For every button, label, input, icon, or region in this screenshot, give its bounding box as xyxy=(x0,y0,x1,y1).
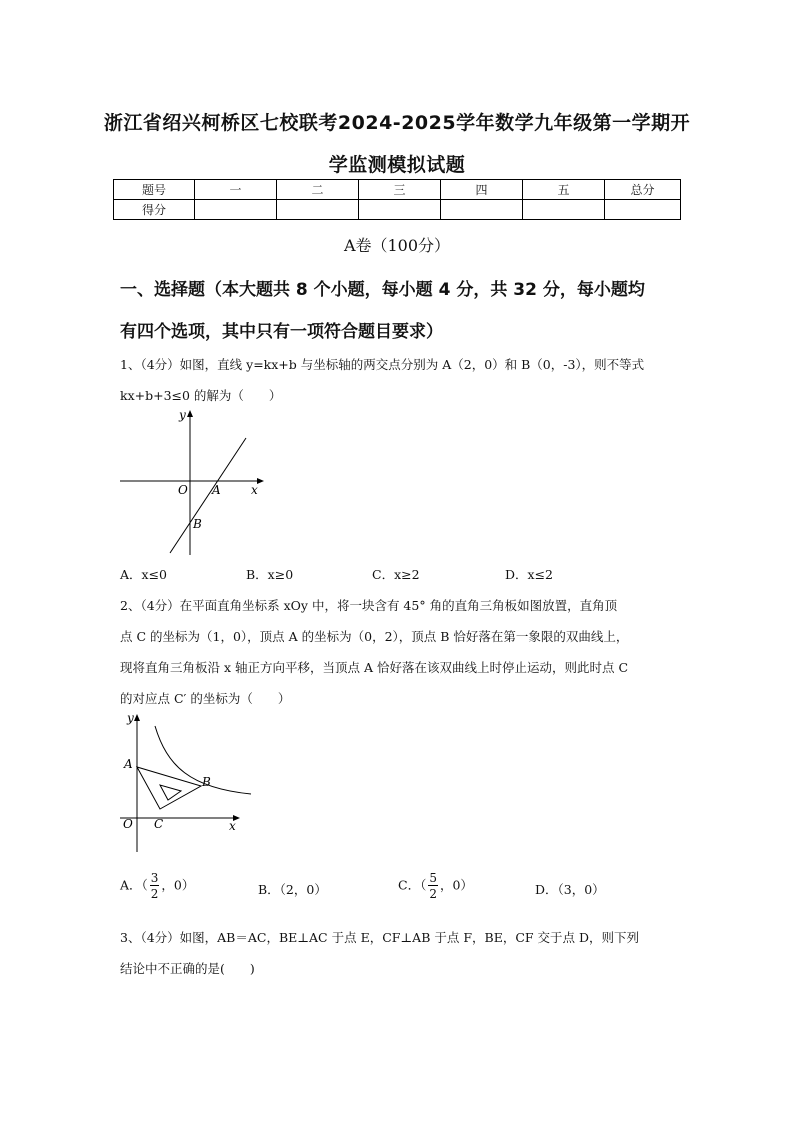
q1-point-a-label: A xyxy=(212,483,221,497)
q1-y-label: y xyxy=(179,408,186,422)
score-header-cell: 二 xyxy=(277,180,359,200)
q2-text-line3: 现将直角三角板沿 x 轴正方向平移，当顶点 A 恰好落在该双曲线上时停止运动，则此时点 C xyxy=(120,660,629,675)
score-table-header-row xyxy=(114,180,681,200)
q2-option-a-suffix: ，0） xyxy=(161,877,195,893)
score-header-cell: 三 xyxy=(359,180,441,200)
q2-option-b[interactable]: B．（2，0） xyxy=(258,882,327,897)
q1-option-c[interactable]: C．x≥2 xyxy=(372,567,420,582)
q2-figure xyxy=(115,706,265,856)
q3-text-line1: 3、（4分）如图，AB＝AC，BE⊥AC 于点 E，CF⊥AB 于点 F，BE，CF 交于点 D，则下列 xyxy=(120,930,640,945)
q2-text-line1: 2、（4分）在平面直角坐标系 xOy 中，将一块含有 45° 角的直角三角板如图放置，直角顶 xyxy=(120,598,618,613)
score-cell[interactable] xyxy=(277,200,359,220)
q1-y-arrow xyxy=(187,410,193,417)
q1-option-d[interactable]: D．x≤2 xyxy=(505,567,553,582)
score-header-cell: 题号 xyxy=(114,180,195,200)
q2-x-label: x xyxy=(229,819,236,833)
volume-heading: A卷（100分） xyxy=(343,236,451,255)
q2-point-a-label: A xyxy=(124,757,133,771)
q2-option-c-prefix: C．（ xyxy=(398,877,427,893)
q2-option-a[interactable] xyxy=(120,872,194,900)
q2-origin-label: O xyxy=(123,817,133,831)
score-row-label: 得分 xyxy=(114,200,195,220)
q2-option-c-fraction xyxy=(428,872,438,900)
score-cell[interactable] xyxy=(441,200,523,220)
q3-text-line2: 结论中不正确的是( ) xyxy=(120,961,255,976)
score-table-score-row xyxy=(114,200,681,220)
score-cell[interactable] xyxy=(523,200,605,220)
q1-option-a[interactable]: A．x≤0 xyxy=(120,567,168,582)
section-heading-line1: 一、选择题（本大题共 8 个小题，每小题 4 分，共 32 分，每小题均 xyxy=(120,280,645,300)
exam-title-line2: 学监测模拟试题 xyxy=(328,154,466,176)
score-table xyxy=(113,179,681,220)
q2-option-c-numerator: 5 xyxy=(429,871,437,885)
score-header-cell: 总分 xyxy=(605,180,681,200)
score-header-cell: 五 xyxy=(523,180,605,200)
score-cell[interactable] xyxy=(195,200,277,220)
q2-triangle-inner xyxy=(160,785,181,800)
q2-option-d[interactable]: D．（3，0） xyxy=(535,882,605,897)
score-header-cell: 四 xyxy=(441,180,523,200)
q2-option-c[interactable] xyxy=(398,872,473,900)
q2-y-label: y xyxy=(127,711,134,725)
q1-text-line2: kx+b+3≤0 的解为（ ） xyxy=(120,388,282,403)
q2-text-line2: 点 C 的坐标为（1，0），顶点 A 的坐标为（0，2），顶点 B 恰好落在第一象限的双曲线上， xyxy=(120,629,629,644)
section-heading-line2: 有四个选项，其中只有一项符合题目要求） xyxy=(120,322,443,342)
q2-point-c-label: C xyxy=(154,817,164,831)
q2-option-c-denominator: 2 xyxy=(429,887,437,901)
q2-option-a-numerator: 3 xyxy=(150,871,159,885)
q1-option-b[interactable]: B．x≥0 xyxy=(246,567,294,582)
q2-point-b-label: B xyxy=(202,775,211,789)
q2-option-a-denominator: 2 xyxy=(150,887,159,901)
q1-point-b-label: B xyxy=(193,517,202,531)
q2-text-line4: 的对应点 C′ 的坐标为（ ） xyxy=(120,691,291,706)
q1-figure xyxy=(115,405,275,560)
q2-option-a-prefix: A．（ xyxy=(120,877,148,893)
q2-option-c-suffix: ，0） xyxy=(439,877,473,893)
score-header-cell: 一 xyxy=(195,180,277,200)
score-cell[interactable] xyxy=(605,200,681,220)
q1-x-label: x xyxy=(251,483,258,497)
q1-origin-label: O xyxy=(178,483,188,497)
q1-text-line1: 1、（4分）如图，直线 y=kx+b 与坐标轴的两交点分别为 A（2，0）和 B（0，-3），则不等式 xyxy=(120,357,645,372)
q1-x-arrow xyxy=(257,478,264,484)
exam-title-line1: 浙江省绍兴柯桥区七校联考2024-2025学年数学九年级第一学期开 xyxy=(103,112,691,134)
q2-y-arrow xyxy=(134,714,140,721)
q2-option-a-fraction xyxy=(150,872,160,900)
score-cell[interactable] xyxy=(359,200,441,220)
